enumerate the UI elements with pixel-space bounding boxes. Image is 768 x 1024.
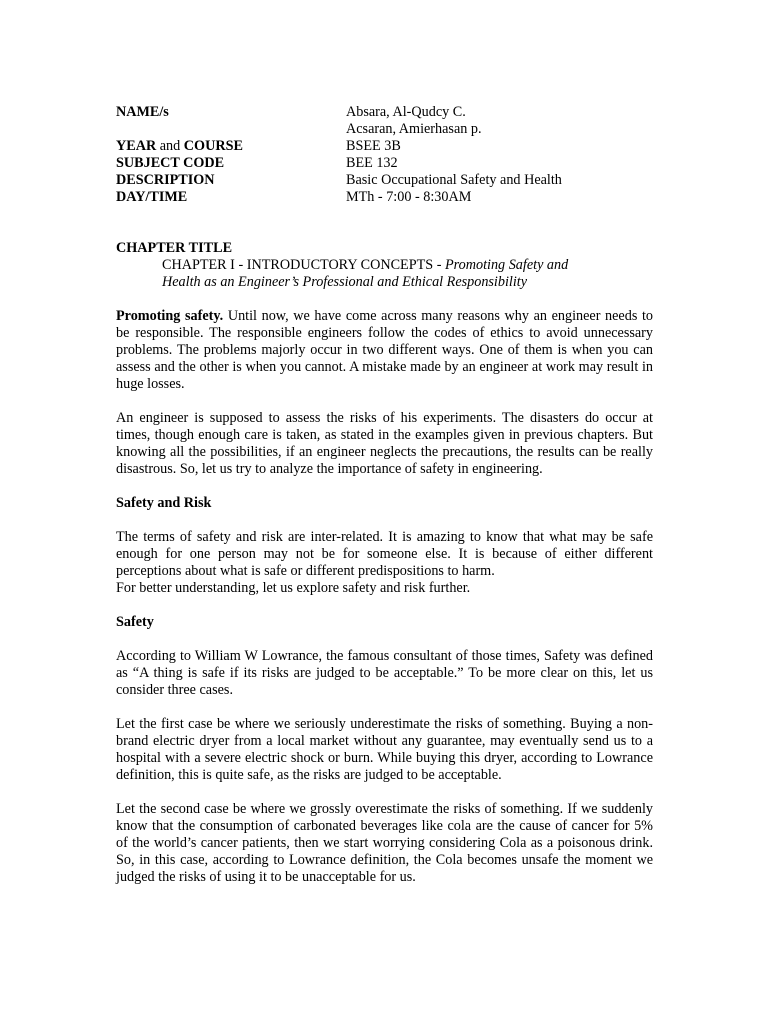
value-name-2: Acsaran, Amierhasan p. — [346, 121, 482, 137]
value-day-time: MTh - 7:00 - 8:30AM — [346, 189, 472, 205]
header-row-name — [116, 104, 653, 121]
paragraph-lowrance: According to William W Lowrance, the famous consultant of those times, Safety was defined as “A thing is safe if its risks are judged to be acceptable.” To be more clear on this, let us consider three cases. — [116, 648, 653, 698]
label-course: COURSE — [183, 138, 243, 154]
paragraph-second-case: Let the second case be where we grossly overestimate the risks of something. If we suddenly know that the consumption of carbonated beverages like cola are the cause of cancer for 5% of the world’s cancer patients, then we start worrying considering Cola as a poisonous drink. So, in this case, according to Lowrance definition, the Cola becomes unsafe the moment we judged the risks of using it to be unacceptable for us. — [116, 801, 653, 885]
header-row-day-time — [116, 189, 653, 206]
header-row-description — [116, 172, 653, 189]
value-subject-code: BEE 132 — [346, 155, 398, 171]
paragraph-inter-related — [116, 529, 653, 597]
chapter-title — [162, 257, 653, 291]
label-name: NAME/s — [116, 104, 169, 120]
value-description: Basic Occupational Safety and Health — [346, 172, 562, 188]
header-row-name-2 — [116, 121, 653, 138]
label-and: and — [156, 138, 184, 154]
heading-safety-and-risk: Safety and Risk — [116, 495, 212, 511]
paragraph-explore: For better understanding, let us explore safety and risk further. — [116, 580, 471, 596]
label-year: YEAR — [116, 138, 157, 154]
document-page — [116, 104, 653, 886]
paragraph-first-case: Let the first case be where we seriously underestimate the risks of something. Buying a non-brand electric dryer from a local market without any guarantee, may eventually send us to a hospital with a severe electric shock or burn. While buying this dryer, according to Lowrance definition, this is quite safe, as the risks are judged to be acceptable. — [116, 716, 653, 783]
paragraph-text: Until now, we have come across many reasons why an engineer needs to be responsible. The responsible engineers follow the codes of ethics to avoid unnecessary problems. The problems majorly occur in two different ways. One of them is when you can assess and the other is when you cannot. A mistake made by an engineer at work may result in huge losses. — [116, 308, 653, 392]
chapter-title-plain: CHAPTER I - INTRODUCTORY CONCEPTS - — [162, 257, 445, 273]
chapter-title-italic-2: Health as an Engineer’s Professional and Ethical Responsibility — [162, 274, 528, 290]
label-description: DESCRIPTION — [116, 172, 215, 188]
value-name-1: Absara, Al-Qudcy C. — [346, 104, 466, 120]
header-info-table — [116, 104, 653, 206]
paragraph-inter-related-text: The terms of safety and risk are inter-related. It is amazing to know that what may be safe enough for one person may not be for someone else. It is because of either different perceptions about what is safe or different predispositions to harm. — [116, 529, 653, 579]
heading-safety: Safety — [116, 614, 154, 630]
chapter-heading: CHAPTER TITLE — [116, 240, 233, 256]
paragraph-promoting-safety — [116, 308, 653, 393]
value-year-course: BSEE 3B — [346, 138, 401, 154]
chapter-block — [116, 240, 653, 291]
label-day-time: DAY/TIME — [116, 189, 188, 205]
label-subject-code: SUBJECT CODE — [116, 155, 225, 171]
paragraph-assess-risks: An engineer is supposed to assess the risks of his experiments. The disasters do occur at times, though enough care is taken, as stated in the examples given in previous chapters. But knowing all the possibilities, if an engineer neglects the precautions, the results can be really disastrous. So, let us try to analyze the importance of safety in engineering. — [116, 410, 653, 477]
chapter-title-italic-1: Promoting Safety and — [444, 257, 569, 273]
header-row-year-course — [116, 138, 653, 155]
paragraph-lead: Promoting safety. — [116, 308, 224, 324]
header-row-subject-code — [116, 155, 653, 172]
